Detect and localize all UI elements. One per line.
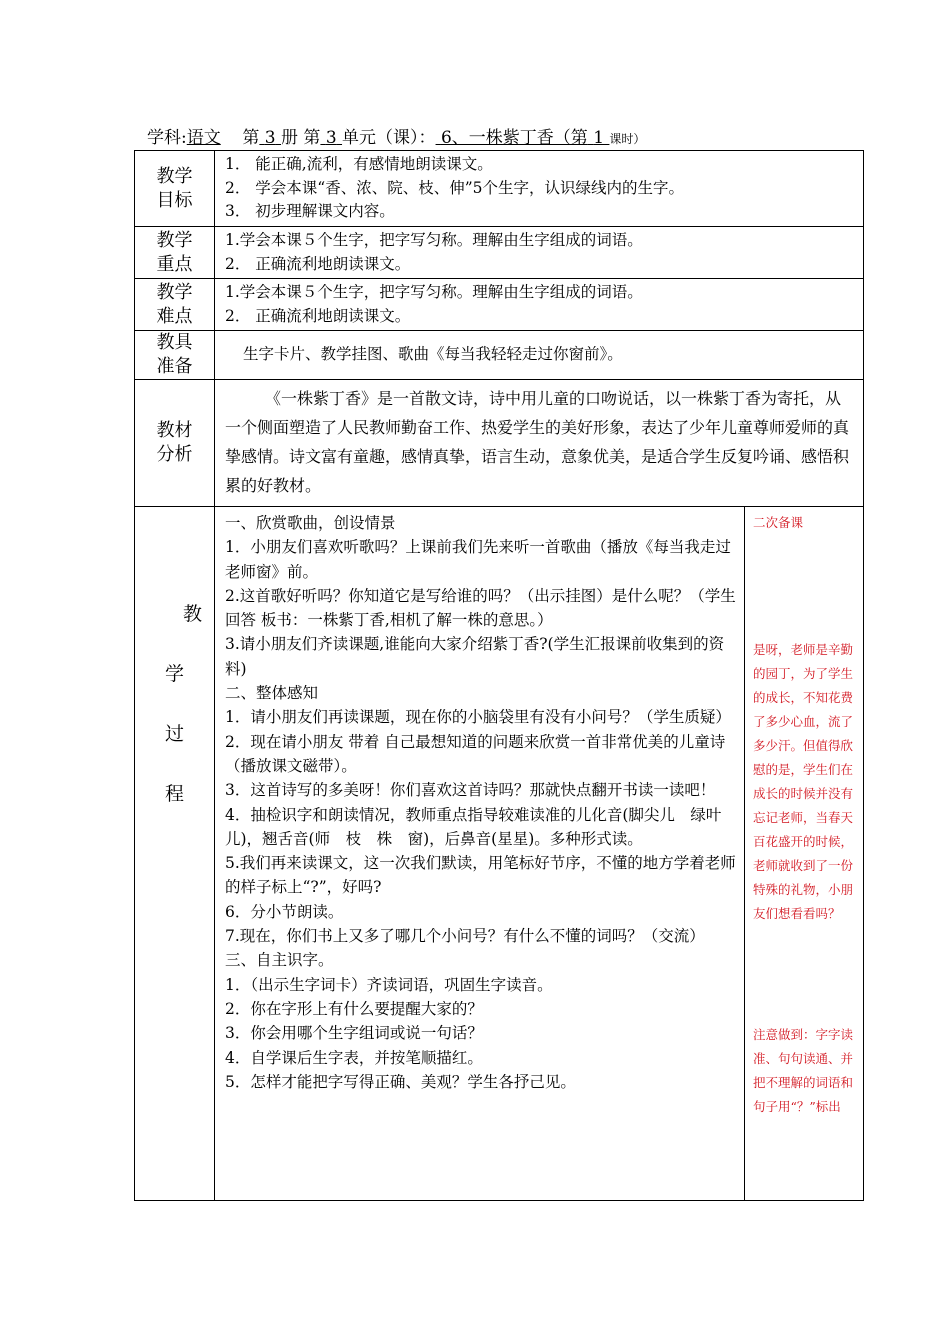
unit-prefix: 第 <box>303 128 321 148</box>
process-line: 6．分小节朗读。 <box>225 902 344 921</box>
analysis-content: 《一株紫丁香》是一首散文诗，诗中用儿童的口吻说话，以一株紫丁香为寄托，从一个侧面塑造了人民教师勤奋工作、热爱学生的美好形象，表达了少年儿童尊师爱师的真挚感情。诗文富有童趣，感情真挚，语言生动，意象优美，是适合学生反复吟诵、感悟积累的好教材。 <box>215 380 864 507</box>
process-line: 一、欣赏歌曲，创设情景 <box>225 514 396 532</box>
unit-suffix: 单元（课）： <box>342 128 436 148</box>
objective-item: 2． 学会本课“香、浓、院、枝、伸”5个生字，认识绿线内的生字。 <box>225 178 685 197</box>
process-line: 3．这首诗写的多美呀！你们喜欢这首诗吗？那就快点翻开书读一读吧！ <box>225 781 716 800</box>
process-row <box>135 507 864 1201</box>
objectives-row <box>135 151 864 227</box>
materials-row <box>135 331 864 380</box>
process-line: 4．自学课后生字表，并按笔顺描红。 <box>225 1048 483 1067</box>
second-prep-notes <box>745 507 864 1201</box>
process-line: 2.这首歌好听吗？你知道它是写给谁的吗？（出示挂图）是什么呢？（学生回答 板书：一株紫丁香,相机了解一株的意思。） <box>225 586 736 630</box>
note-reading-tips: 注意做到：字字读准、句句读通、并把不理解的词语和句子用“？”标出 <box>753 1027 854 1114</box>
unit-value: 3 <box>325 128 337 148</box>
process-line: 1．小朋友们喜欢听歌吗？上课前我们先来听一首歌曲（播放《每当我走过老师窗》前。 <box>225 538 731 581</box>
process-label: 教 学 过 程 <box>135 507 215 1201</box>
subject-label: 学科: <box>147 128 187 148</box>
process-line: 1．（出示生字词卡）齐读词语，巩固生字读音。 <box>225 975 553 994</box>
notes-title: 二次备课 <box>753 515 804 530</box>
objective-item: 1． 能正确,流利，有感情地朗读课文。 <box>225 155 493 173</box>
analysis-row <box>135 380 864 507</box>
lesson-header <box>147 126 867 151</box>
objectives-content <box>215 151 864 227</box>
process-line: 3.请小朋友们齐读课题,谁能向大家介绍紫丁香?(学生汇报课前收集到的资料) <box>225 635 725 678</box>
process-content <box>215 507 745 1201</box>
note-teacher-gardener: 是呀，老师是辛勤的园丁，为了学生的成长，不知花费了多少心血，流了多少汗。但值得欣慰的是，学生们在成长的时候并没有忘记老师，当春天百花盛开的时候，老师就收到了一份特殊的礼物，小朋友们想看看吗？ <box>753 642 854 921</box>
key-point-item: 1.学会本课５个生字，把字写匀称。理解由生字组成的词语。 <box>225 231 643 249</box>
lesson-plan-table <box>134 150 864 1201</box>
key-point-item: 2． 正确流利地朗读课文。 <box>225 254 411 273</box>
key-points-row <box>135 227 864 279</box>
materials-label: 教具 准备 <box>135 331 215 380</box>
volume-suffix: 册 <box>281 128 298 148</box>
difficulties-row <box>135 279 864 331</box>
analysis-label: 教材 分析 <box>135 380 215 507</box>
process-line: 5.我们再来读课文，这一次我们默读，用笔标好节序，不懂的地方学着老师的样子标上“?”，好吗? <box>225 854 736 897</box>
difficulties-label: 教学 难点 <box>135 279 215 331</box>
subject-value: 语文 <box>186 128 221 148</box>
period-suffix: 课时） <box>609 132 646 146</box>
key-points-label: 教学 重点 <box>135 227 215 279</box>
materials-content: 生字卡片、教学挂图、歌曲《每当我轻轻走过你窗前》。 <box>215 331 864 380</box>
process-line: 三、自主识字。 <box>225 951 334 970</box>
difficulty-item: 2． 正确流利地朗读课文。 <box>225 306 411 325</box>
process-line: 4．抽检识字和朗读情况，教师重点指导较难读准的儿化音(脚尖儿 绿叶儿)，翘舌音(师 枝 株 窗)，后鼻音(星星)。多种形式读。 <box>225 805 722 848</box>
process-line: 7.现在，你们书上又多了哪几个小问号？有什么不懂的词吗？（交流） <box>225 927 705 946</box>
process-line: 1．请小朋友们再读课题，现在你的小脑袋里有没有小问号？（学生质疑） <box>225 708 731 727</box>
process-line: 3．你会用哪个生字组词或说一句话？ <box>225 1024 483 1043</box>
lesson-title: 6、一株紫丁香（第 1 <box>440 128 605 148</box>
difficulties-content <box>215 279 864 331</box>
key-points-content <box>215 227 864 279</box>
process-line: 5．怎样才能把字写得正确、美观？学生各抒己见。 <box>225 1072 576 1091</box>
process-line: 二、整体感知 <box>225 684 319 703</box>
volume-prefix: 第 <box>242 128 260 148</box>
objectives-label: 教学 目标 <box>135 151 215 227</box>
objective-item: 3． 初步理解课文内容。 <box>225 202 395 220</box>
volume-value: 3 <box>264 128 276 148</box>
difficulty-item: 1.学会本课５个生字，把字写匀称。理解由生字组成的词语。 <box>225 283 643 301</box>
process-line: 2．你在字形上有什么要提醒大家的？ <box>225 999 483 1018</box>
process-line: 2．现在请小朋友 带着 自己最想知道的问题来欣赏一首非常优美的儿童诗（播放课文磁带）。 <box>225 732 726 775</box>
